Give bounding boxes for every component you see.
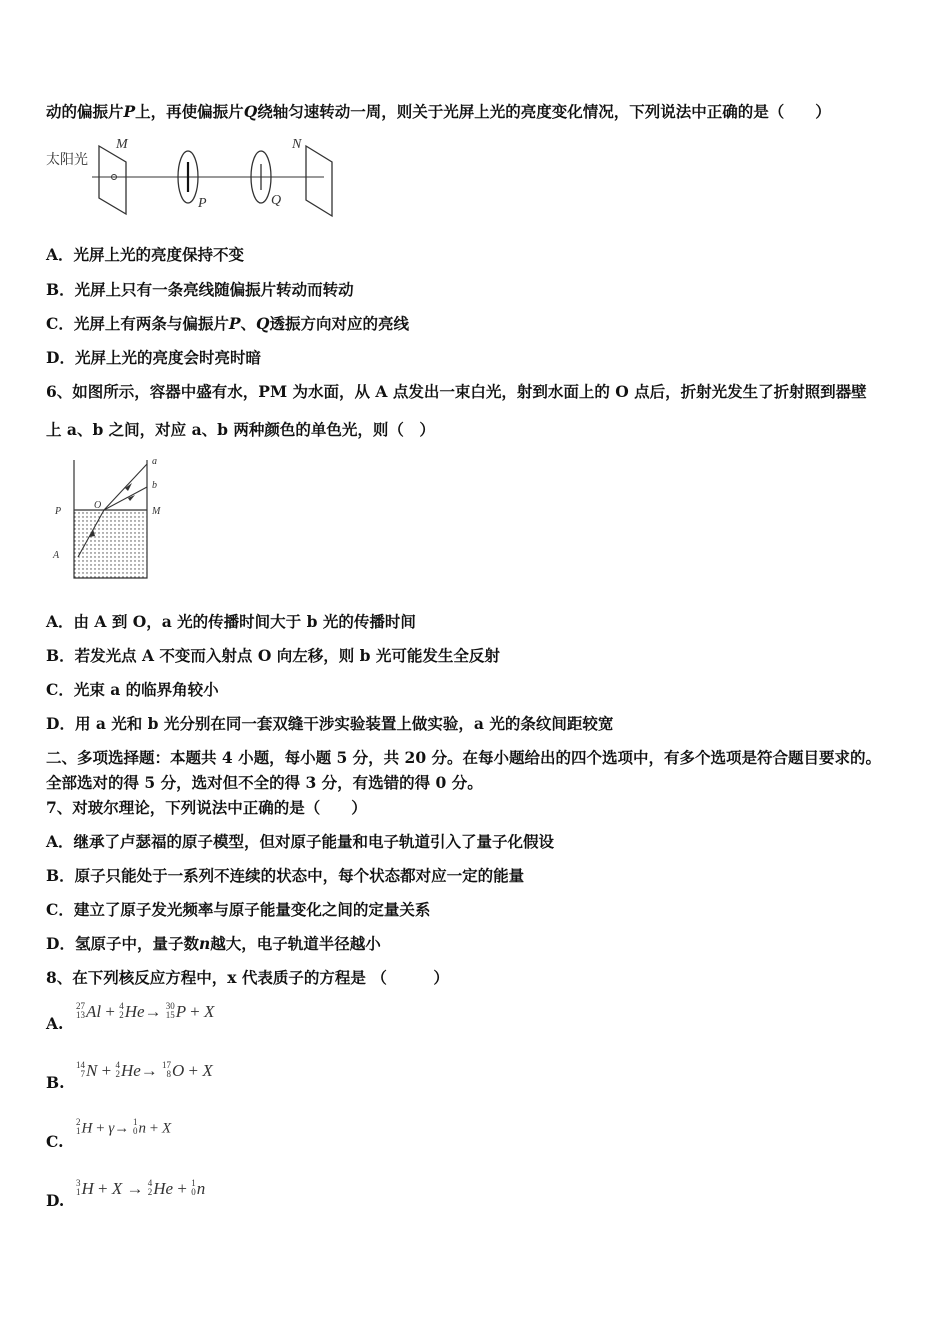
q6-fig-b-label: b	[152, 480, 157, 491]
q8-equation-c	[76, 1117, 172, 1138]
q5-fig-p-label: P	[198, 196, 207, 211]
q8-equation-d	[76, 1179, 205, 1199]
q5-fig-screen-n	[306, 146, 332, 216]
q7-stem: 7、对玻尔理论，下列说法中正确的是（ ）	[46, 798, 367, 817]
q8-a-arrow: →	[144, 1002, 162, 1021]
q8-d-sym2: He	[153, 1179, 174, 1198]
q8-d-iso2: 4 2	[147, 1178, 153, 1198]
q8-c-plus: +	[96, 1120, 105, 1137]
q8-a-sym2: He	[124, 1002, 145, 1021]
q8-label-b: B.	[46, 1073, 65, 1092]
q8-d-iso3: 1 0	[191, 1178, 196, 1198]
q5-stem-q: Q	[243, 102, 258, 121]
section2-line1: 二、多项选择题：本题共 4 小题，每小题 5 分，共 20 分。在每小题给出的四个选项中，有多个选项是符合题目要求的。	[46, 748, 882, 767]
q8-d-iso1: 3 1	[76, 1178, 81, 1198]
q5-stem-part: 上，再使偏振片	[135, 102, 244, 121]
q8-b-iso2: 4 2	[115, 1060, 120, 1080]
q6-option-a: A．由 A 到 O，a 光的传播时间大于 b 光的传播时间	[46, 612, 416, 631]
q8-b-x: X	[202, 1061, 213, 1080]
q8-b-plus: +	[101, 1061, 112, 1080]
q5-option-c-q: Q	[256, 314, 270, 333]
q6-option-c: C．光束 a 的临界角较小	[46, 680, 219, 699]
q6-refraction-figure	[46, 452, 186, 587]
q6-fig-ray-a	[104, 464, 147, 510]
q5-stem-part: 动的偏振片	[46, 102, 124, 121]
q6-stem-line2: 上 a、b 之间，对应 a、b 两种颜色的单色光，则（ ）	[46, 420, 435, 439]
q8-a-iso1: 27 13	[76, 1001, 85, 1021]
q6-fig-o-label: O	[94, 500, 102, 511]
q6-option-b: B．若发光点 A 不变而入射点 O 向左移，则 b 光可能发生全反射	[46, 646, 500, 665]
q8-b-arrow: →	[140, 1061, 158, 1080]
q5-fig-m-label: M	[116, 137, 128, 152]
q8-c-iso3: 1 0	[132, 1117, 138, 1136]
q7-option-b: B．原子只能处于一系列不连续的状态中，每个状态都对应一定的能量	[46, 866, 525, 885]
q8-d-plus2: +	[177, 1179, 187, 1198]
q5-option-c-part: 透振方向对应的亮线	[269, 314, 410, 333]
q8-b-sym1: N	[86, 1061, 98, 1080]
q7-option-d	[46, 934, 381, 954]
q5-stem-part: 绕轴匀速转动一周，则关于光屏上光的亮度变化情况，下列说法中正确的是（ ）	[257, 102, 831, 121]
q8-label-a: A.	[46, 1014, 64, 1033]
q6-fig-ray-b	[104, 487, 147, 510]
q8-c-sym3: n	[138, 1120, 146, 1137]
q5-option-d: D．光屏上光的亮度会时亮时暗	[46, 348, 261, 367]
q8-b-plus2: +	[188, 1061, 199, 1080]
q8-c-arrow: →	[114, 1120, 130, 1137]
q8-equation-a	[76, 1002, 214, 1022]
q8-c-gamma: γ	[108, 1120, 115, 1137]
q8-label-c: C.	[46, 1132, 64, 1151]
q8-d-sym1: H	[81, 1179, 94, 1198]
q5-fig-q-label: Q	[271, 193, 282, 208]
q7-option-d-n: n	[198, 934, 211, 953]
q8-stem: 8、在下列核反应方程中，x 代表质子的方程是 （ ）	[46, 968, 449, 987]
q8-d-arrow: →	[126, 1179, 144, 1198]
q8-c-iso1: 2 1	[76, 1117, 81, 1136]
q5-stem-p: P	[123, 102, 136, 121]
q8-b-sym2: He	[120, 1061, 141, 1080]
q8-c-sym1: H	[81, 1120, 93, 1137]
q7-option-d-part: 越大，电子轨道半径越小	[210, 934, 381, 953]
q6-fig-p-label: P	[55, 506, 62, 517]
q6-fig-A-label: A	[53, 550, 60, 561]
q8-a-x: X	[203, 1002, 215, 1021]
q8-b-sym3: O	[172, 1061, 185, 1080]
q6-fig-m-label: M	[152, 506, 161, 517]
q5-option-c-part: 、	[240, 314, 257, 333]
q8-a-iso2: 4 2	[119, 1001, 124, 1021]
q8-equation-b	[76, 1061, 213, 1081]
q8-b-iso3: 17 8	[162, 1060, 172, 1080]
q7-option-a: A．继承了卢瑟福的原子模型，但对原子能量和电子轨道引入了量子化假设	[46, 832, 555, 851]
q6-stem-line1: 6、如图所示，容器中盛有水，PM 为水面，从 A 点发出一束白光，射到水面上的 O 点后，折射光发生了折射照到器壁	[46, 382, 867, 401]
section2-line2: 全部选对的得 5 分，选对但不全的得 3 分，有选错的得 0 分。	[46, 773, 483, 792]
q8-a-sym1: Al	[86, 1002, 102, 1021]
q8-c-plus2: +	[149, 1120, 159, 1137]
q5-fig-plate-m	[99, 146, 126, 214]
q6-fig-a-label: a	[152, 456, 157, 467]
q8-a-iso3: 30 15	[165, 1001, 175, 1021]
q8-d-x: X	[111, 1179, 123, 1198]
q8-d-sym3: n	[196, 1179, 206, 1198]
q7-option-c: C．建立了原子发光频率与原子能量变化之间的定量关系	[46, 900, 431, 919]
q5-polarizer-figure	[46, 132, 346, 222]
q5-option-c-part: C．光屏上有两条与偏振片	[46, 314, 229, 333]
q5-stem	[46, 102, 831, 122]
q8-a-plus2: +	[190, 1002, 200, 1021]
q7-option-d-part: D．氢原子中，量子数	[46, 934, 199, 953]
q5-option-c-p: P	[228, 314, 241, 333]
q8-d-plus: +	[98, 1179, 108, 1198]
q8-c-x: X	[161, 1120, 172, 1137]
q8-a-sym3: P	[175, 1002, 186, 1021]
q5-option-a: A．光屏上光的亮度保持不变	[46, 245, 245, 264]
q8-label-d: D.	[46, 1191, 65, 1210]
q5-fig-sun-label: 太阳光	[46, 152, 88, 168]
q5-option-b: B．光屏上只有一条亮线随偏振片转动而转动	[46, 280, 354, 299]
q6-option-d: D．用 a 光和 b 光分别在同一套双缝干涉实验装置上做实验，a 光的条纹间距较宽	[46, 714, 614, 733]
q8-b-iso1: 14 7	[76, 1060, 85, 1080]
q5-fig-n-label: N	[292, 137, 302, 152]
q5-option-c	[46, 314, 409, 334]
q8-a-plus: +	[105, 1002, 115, 1021]
